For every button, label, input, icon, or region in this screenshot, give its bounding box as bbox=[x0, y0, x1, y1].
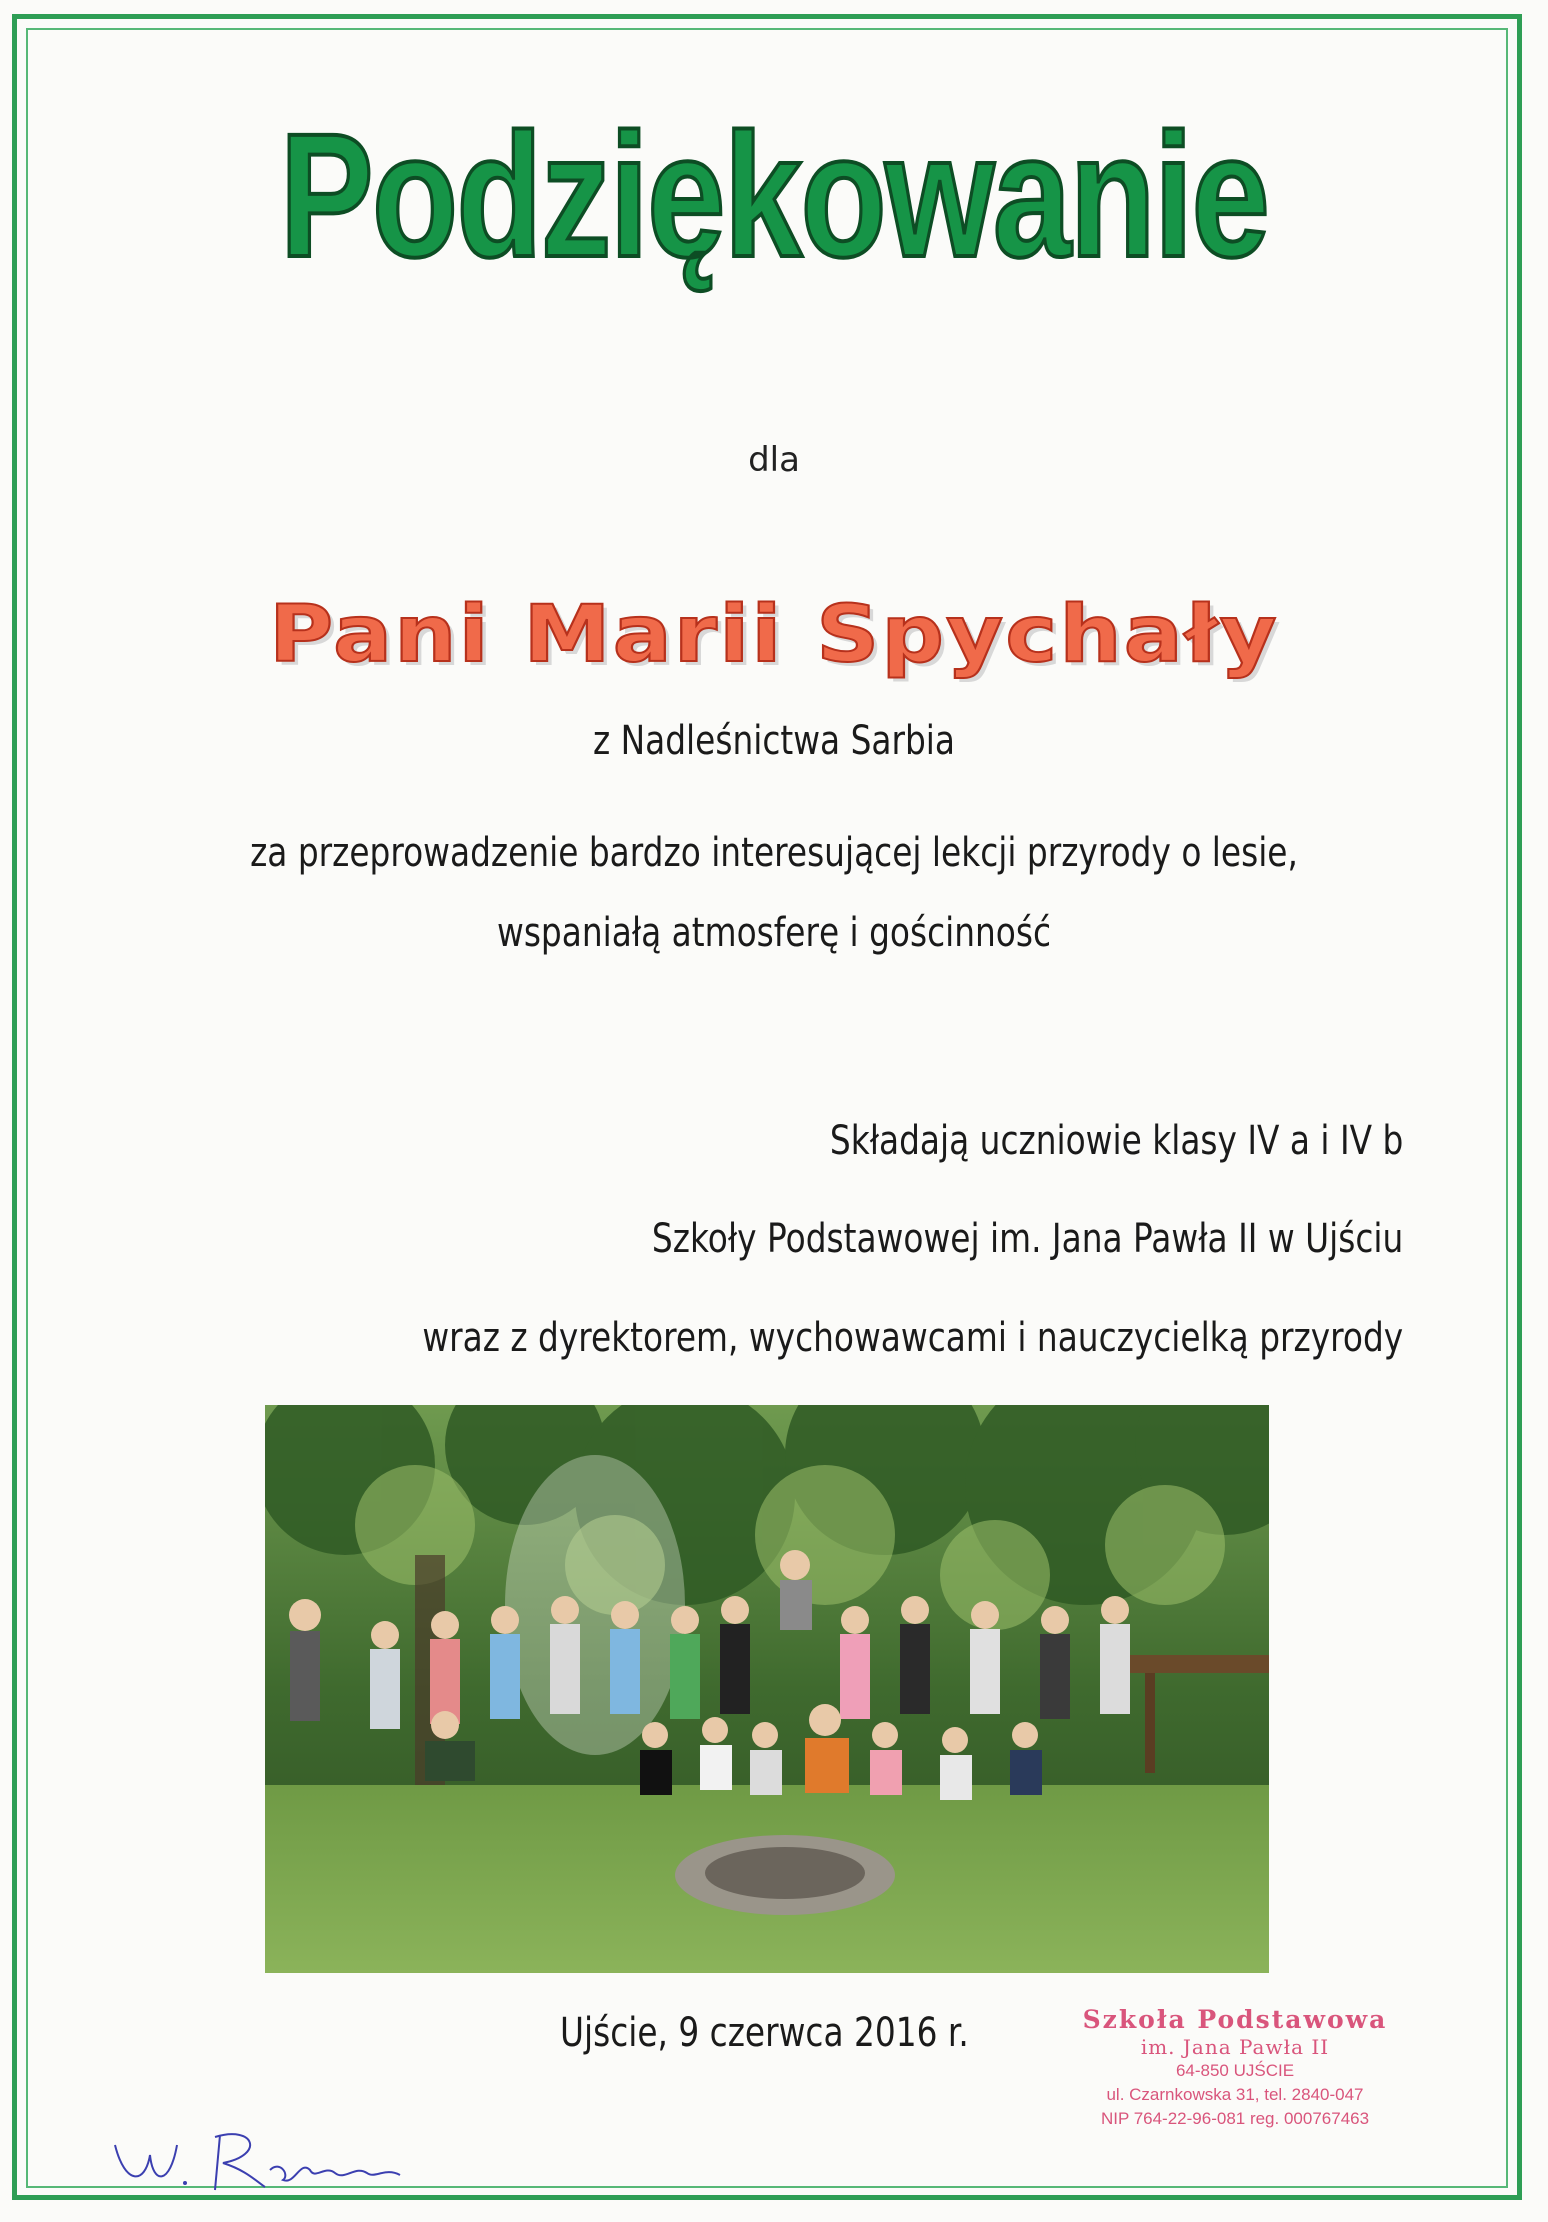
for-label: dla bbox=[748, 440, 800, 480]
date-place: Ujście, 9 czerwca 2016 r. bbox=[560, 2010, 969, 2056]
organization-line: z Nadleśnictwa Sarbia bbox=[592, 718, 956, 764]
stamp-school-name: Szkoła Podstawowa bbox=[1082, 2005, 1388, 2034]
reason-line-1: za przeprowadzenie bardzo interesującej lekcji przyrody o lesie, bbox=[250, 830, 1298, 876]
from-line-1: Składają uczniowie klasy IV a i IV b bbox=[829, 1118, 1403, 1164]
from-line-2: Szkoły Podstawowej im. Jana Pawła II w Ujściu bbox=[651, 1216, 1403, 1262]
handwritten-signature bbox=[105, 2115, 425, 2210]
recipient-name: Pani Marii Spychały bbox=[269, 590, 1279, 680]
from-line-3: wraz z dyrektorem, wychowawcami i nauczycielką przyrody bbox=[422, 1315, 1403, 1361]
stamp-address: ul. Czarnkowska 31, tel. 2840-047 bbox=[1106, 2085, 1364, 2104]
group-photo bbox=[265, 1405, 1269, 1973]
reason-line-2: wspaniałą atmosferę i gościnność bbox=[496, 910, 1051, 956]
stamp-ids: NIP 764-22-96-081 reg. 000767463 bbox=[1100, 2109, 1370, 2128]
stamp-patron: im. Jana Pawła II bbox=[1140, 2035, 1330, 2059]
document-title: Podziękowanie bbox=[279, 98, 1269, 294]
stamp-postal: 64-850 UJŚCIE bbox=[1175, 2061, 1295, 2080]
school-stamp bbox=[1030, 2005, 1440, 2131]
